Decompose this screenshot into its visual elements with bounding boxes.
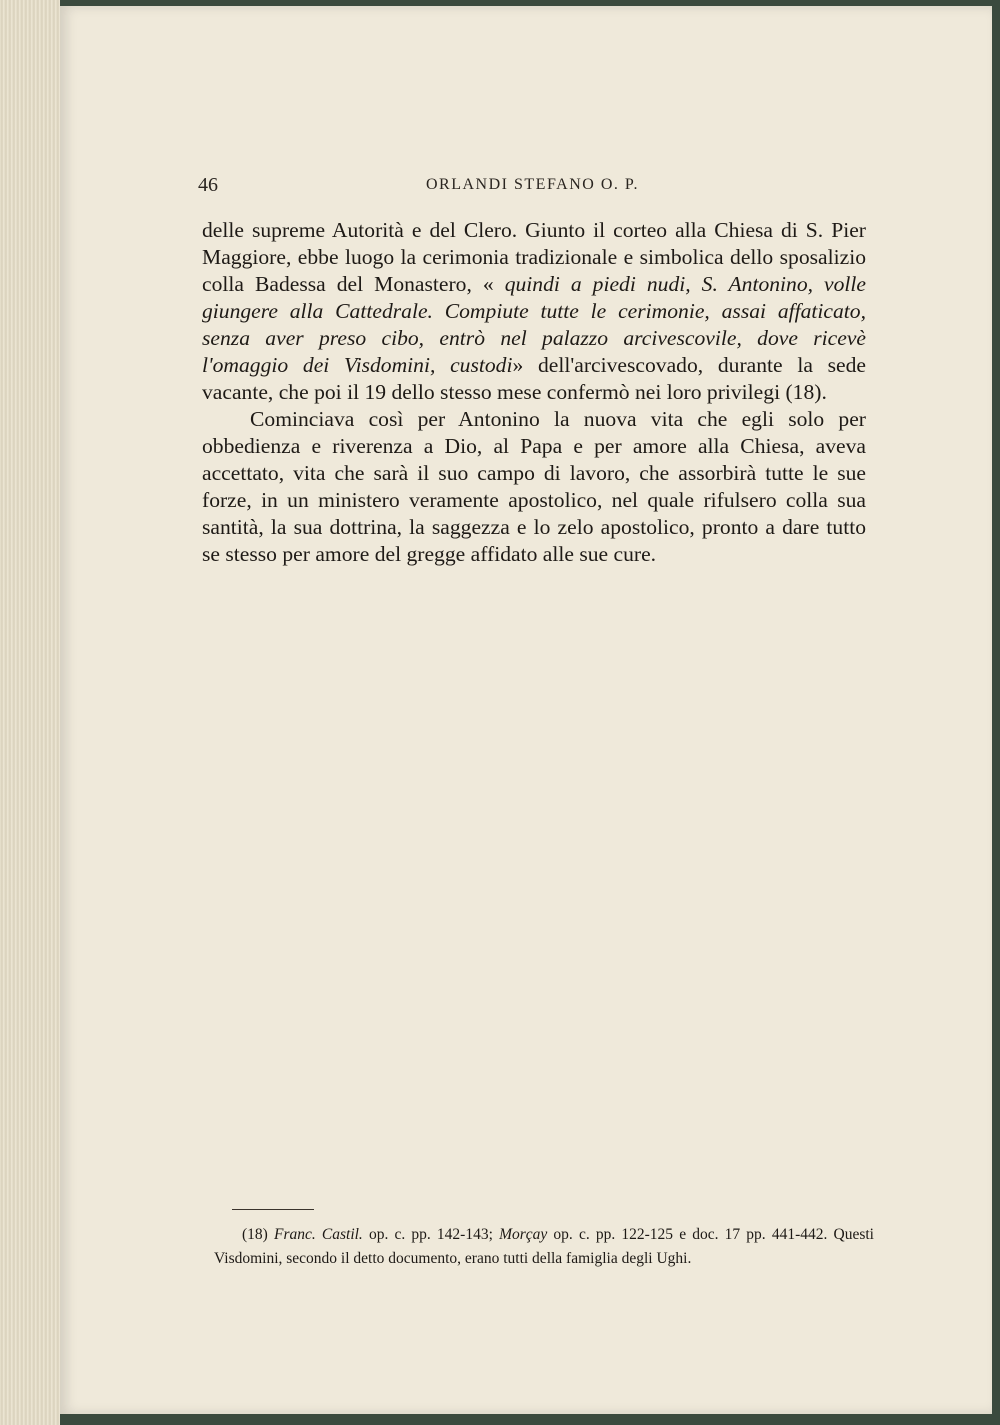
page-number: 46	[198, 174, 218, 196]
footnote-18	[214, 1223, 874, 1271]
book-page-edges	[0, 0, 60, 1425]
footnote-ref-morcay: Morçay	[499, 1226, 548, 1243]
footnote-text-a: op. c. pp. 142-143;	[368, 1226, 493, 1243]
footnote-text	[214, 1223, 874, 1271]
footnote-rule	[232, 1209, 314, 1210]
footnote-text-b: op. c. pp. 122-125 e doc. 17 pp. 441-442. Questi Visdomini, secondo il detto documento, erano tutti della famiglia degli Ughi.	[214, 1226, 874, 1267]
paragraph-1-text-a: delle supreme Autorità e del Clero. Giunto il corteo alla Chiesa di S. Pier Maggiore, ebbe luogo la cerimonia tradizionale e simbolica dello sposalizio colla Badessa del Monastero, «	[202, 218, 866, 296]
footnote-ref-castil: Franc. Castil.	[273, 1226, 363, 1243]
paragraph-1-text-b: » dell'arcivescovado, durante la sede vacante, che poi il 19 dello stesso mese confermò nei loro privilegi (18).	[202, 353, 866, 404]
page-header	[198, 174, 868, 198]
running-head: ORLANDI STEFANO O. P.	[426, 176, 639, 193]
footnote-marker: (18)	[242, 1226, 268, 1243]
paragraph-2: Cominciava così per Antonino la nuova vita che egli solo per obbedienza e riverenza a Dio, al Papa e per amore alla Chiesa, aveva accettato, vita che sarà il suo campo di lavoro, che assorbirà tutte le sue forze, in un ministero veramente apostolico, nel quale rifulsero colla sua santità, la sua dottrina, la saggezza e lo zelo apostolico, pronto a dare tutto se stesso per amore del gregge affidato alle sue cure.	[202, 407, 866, 566]
paragraph-1	[202, 217, 866, 406]
paragraph-1-quote: quindi a piedi nudi, S. Antonino, volle giungere alla Cattedrale. Compiute tutte le cerimonie, assai affaticato, senza aver preso cibo, entrò nel palazzo arcivescovile, dove ricevè l'omaggio dei Visdomini, custodi	[202, 272, 866, 377]
body-text	[202, 217, 866, 568]
